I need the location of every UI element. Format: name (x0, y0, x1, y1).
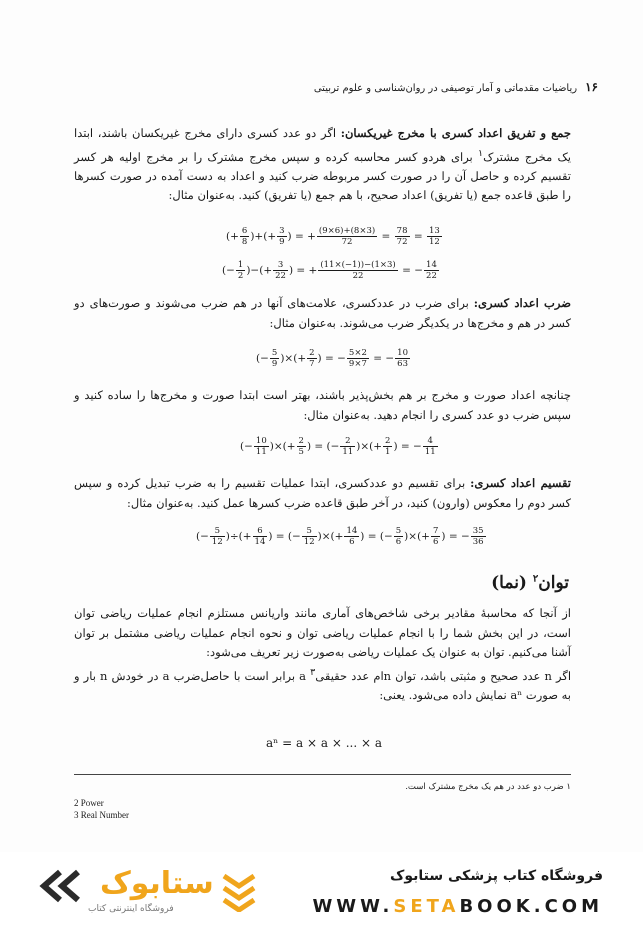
footnote-1: ۱ ضرب دو عدد در هم یک مخرج مشترک است. (405, 782, 571, 792)
para5-text: از آنجا که محاسبهٔ مقادیر برخی شاخص‌های آماری مانند واریانس مستلزم انجام عملیات ریاضی توان است، در این بخش شما را با انجام عملیات ریاضی توان و نحوه انجام عملیات ریاضی مشتمل بر توان آشنا می‌کنیم. توان به عنوان یک عملیات ریاضی به‌صورت زیر تعریف می‌شود: (74, 606, 571, 659)
footnote-3: 3 Real Number (74, 810, 129, 820)
paragraph-simplify (74, 386, 571, 425)
store-footer (0, 852, 643, 926)
para4-text: برای تقسیم دو عددکسری، ابتدا عملیات تقسیم را به ضرب تبدیل کرده و سپس کسر دوم را معکوس (وارون) کنید، در آخر طبق قاعده ضرب کسرها عمل کنید. به‌عنوان مثال: (74, 476, 571, 510)
para2-text: برای ضرب در عددکسری، علامت‌های آنها در هم ضرب می‌شوند و صورت‌های دو کسر در هم و مخرج‌ها در یکدیگر ضرب می‌شوند. به‌عنوان مثال: (74, 296, 571, 330)
store-url[interactable]: WWW.SETABOOK.COM (312, 896, 603, 917)
logo-subtitle: فروشگاه اینترنتی کتاب (88, 904, 174, 914)
para1-text: اگر دو عدد کسری دارای مخرج غیریکسان باشند، ابتدا یک مخرج مشترک (74, 126, 571, 164)
paragraph-power (74, 604, 571, 705)
store-logo (30, 866, 214, 916)
logo-text: ستابوک (100, 866, 214, 901)
heading-divide: تقسیم اعداد کسری: (470, 476, 571, 490)
running-title: ریاضیات مقدماتی و آمار توصیفی در روان‌شناسی و علوم تربیتی (313, 83, 578, 94)
para1-text2: برای هردو کسر محاسبه کرده و سپس مخرج مشترک را بر مخرج اولیه هر کسر تقسیم کرده و حاصل آن را در صورت کسر مربوطه ضرب کنید و اعداد به دست آمده در صورت کسرها را طبق قاعده جمع (یا تفریق) اعداد صحیح، با هم جمع (یا تفریق) کنید. به‌عنوان مثال: (74, 149, 571, 203)
chevron-logo-icon (30, 866, 90, 906)
equation-3: (− $\frac{5}{9}$ )×(+ $\frac{2}{7}$ ) = − $\frac{5\times 2}{9\times 7}$ = − $\frac{10}{63}$ (256, 348, 408, 369)
page-number: ۱۶ (585, 80, 598, 94)
para3-text: چنانچه اعداد صورت و مخرج بر هم بخش‌پذیر باشند، بهتر است ابتدا صورت و مخرج‌ها را ساده کنید و سپس ضرب دو عدد کسری را انجام دهید. به‌عنوان مثال: (74, 388, 571, 422)
para5-text2: اگر n عدد صحیح و مثبتی باشد، توان nام عدد حقیقی (315, 668, 572, 683)
equation-5: (− $\frac{5}{12}$ )÷(+ $\frac{6}{14}$ ) = (− $\frac{5}{12}$ )×(+ $\frac{14}{6}$ ) = (− $\frac{5}{6}$ )×(+ $\frac{7}{6}$ ) = − $\frac{35}{36}$ (196, 526, 484, 547)
footnote-divider (74, 774, 571, 775)
stacked-chevron-icon (222, 872, 256, 912)
running-head (45, 80, 598, 94)
paragraph-add-subtract (74, 124, 571, 206)
heading-add-subtract: جمع و تفریق اعداد کسری با مخرج غیریکسان: (340, 126, 571, 140)
paragraph-multiply (74, 294, 571, 333)
section-title-power: توان$^۲$ (نما) (491, 573, 569, 593)
footnote-ref-1: ۱ (478, 147, 484, 159)
footnote-ref-3: ۳ (310, 666, 316, 678)
footnote-2: 2 Power (74, 798, 104, 808)
para5-text3: a برابر است با حاصل‌ضرب a در خودش n بار و به صورت aⁿ نمایش داده می‌شود. یعنی: (74, 668, 571, 702)
equation-6: aⁿ = a × a × ... × a (266, 736, 382, 750)
store-name: فروشگاه کتاب پزشکی ستابوک (390, 868, 603, 884)
equation-2: (− $\frac{1}{2}$ )−(+ $\frac{3}{22}$ ) = + $\frac{(11\times(-1))-(1\times 3)}{22}$ = − $\frac{14}{22}$ (222, 260, 437, 281)
heading-multiply: ضرب اعداد کسری: (473, 296, 571, 310)
equation-4: (− $\frac{10}{11}$ )×(+ $\frac{2}{5}$ ) = (− $\frac{2}{11}$ )×(+ $\frac{2}{1}$ ) = − $\frac{4}{11}$ (240, 436, 436, 457)
equation-1: (+ $\frac{6}{8}$ )+(+ $\frac{3}{9}$ ) = + $\frac{(9\times 6)+(8\times 3)}{72}$ = $\frac{78}{72}$ = $\frac{13}{12}$ (226, 226, 440, 247)
paragraph-divide (74, 474, 571, 513)
